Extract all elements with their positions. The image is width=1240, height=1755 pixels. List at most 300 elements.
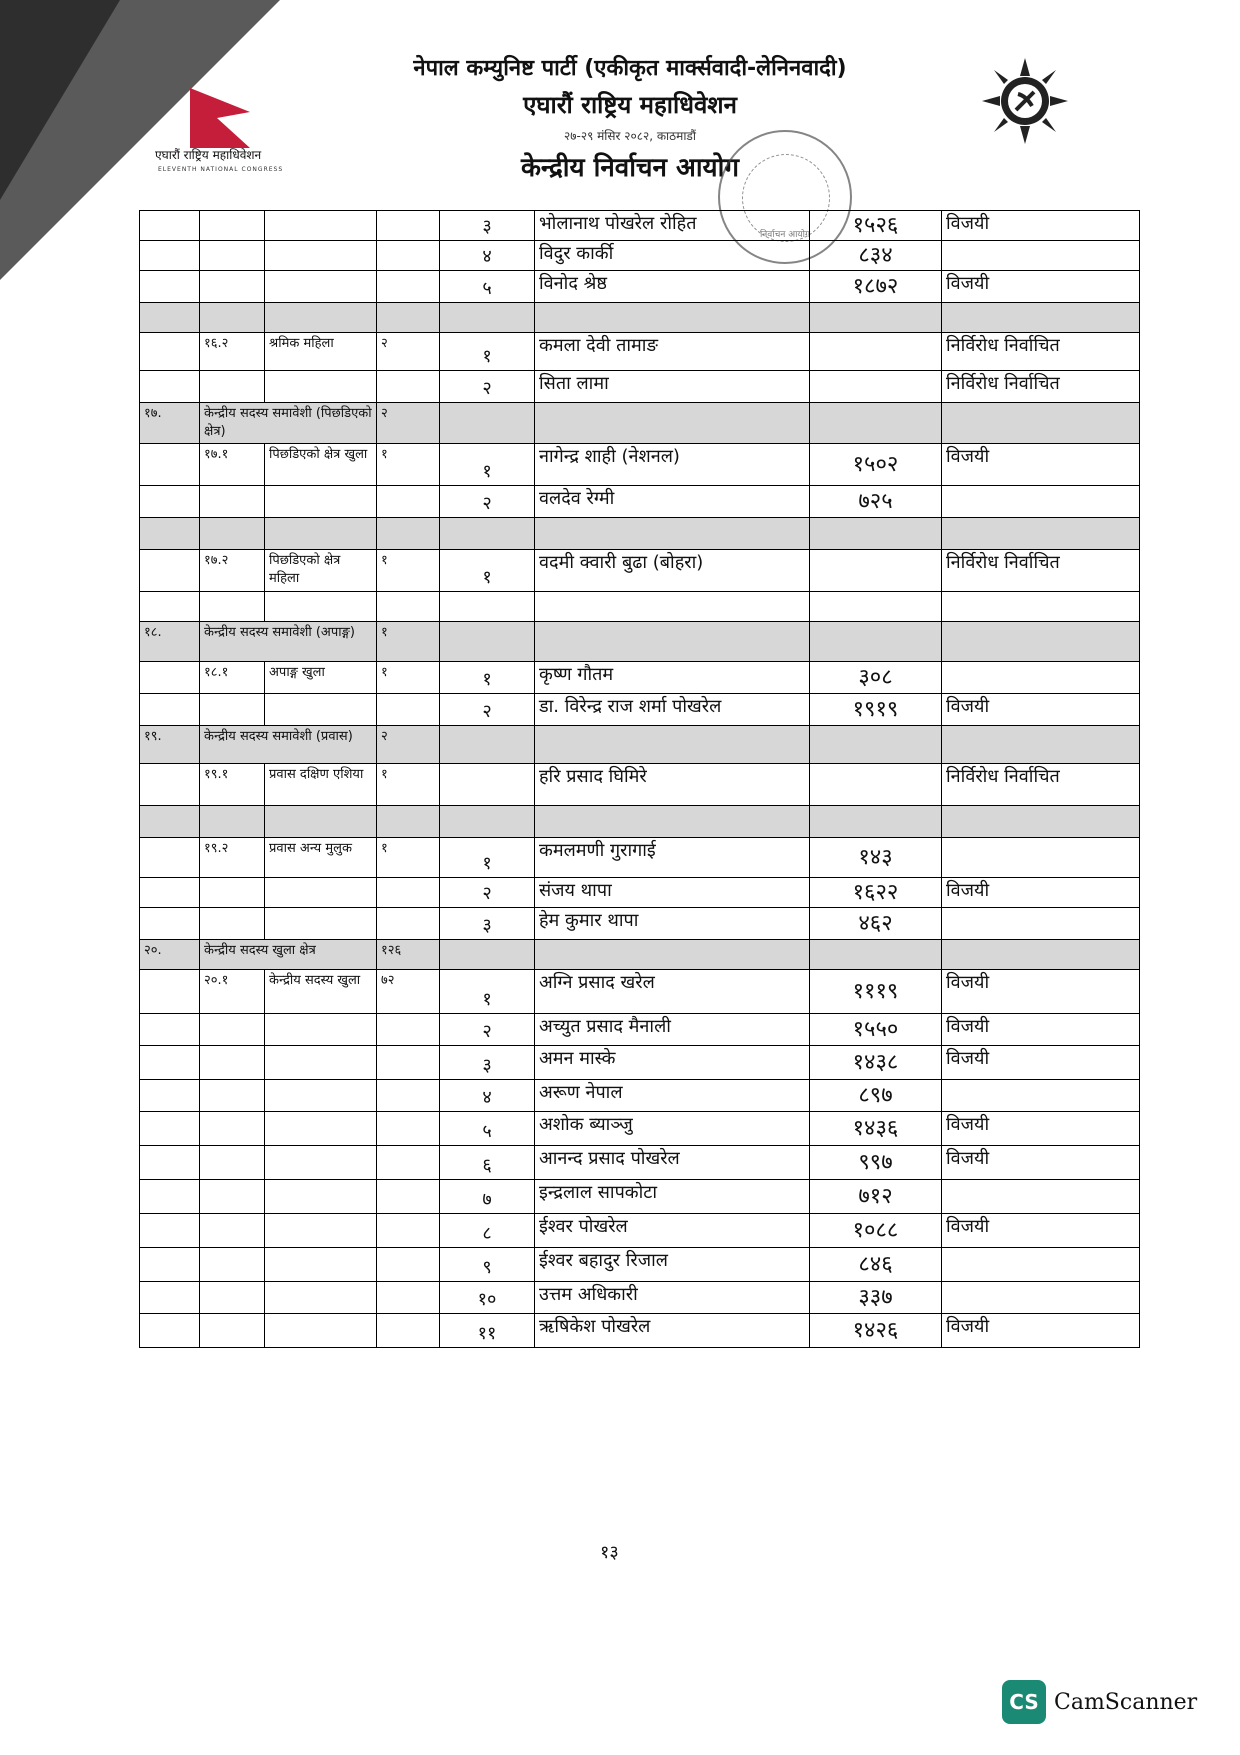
cell-section-number [140,908,200,940]
cell-vote-count: ९९७ [810,1146,942,1180]
cell-candidate-name: अरूण नेपाल [535,1080,810,1112]
cell-candidate-name [535,940,810,970]
cell-section-number [140,806,200,838]
cell-result: विजयी [942,694,1140,726]
cell-seat-count [377,1282,440,1314]
cell-section-number: १९. [140,726,200,764]
cell-vote-count: ८३४ [810,241,942,271]
cell-result [942,1080,1140,1112]
cell-subsection-title [265,878,377,908]
cell-seat-count: १२६ [377,940,440,970]
cell-vote-count [810,622,942,662]
cell-subsection-number [200,518,265,550]
cell-section-number [140,838,200,878]
cell-result [942,806,1140,838]
cell-result [942,303,1140,333]
cell-candidate-serial: १० [440,1282,535,1314]
cell-vote-count: ७१२ [810,1180,942,1214]
cell-section-number [140,1014,200,1046]
table-row [140,1282,1140,1314]
cell-candidate-name [535,518,810,550]
cell-subsection-number: १७.१ [200,444,265,486]
cell-seat-count [377,694,440,726]
cell-subsection-number [200,1282,265,1314]
cell-candidate-serial: १ [440,838,535,878]
cell-section-title: केन्द्रीय सदस्य समावेशी (प्रवास) [200,726,377,764]
cell-vote-count [810,592,942,622]
cell-section-number [140,241,200,271]
logo-subtext: ELEVENTH NATIONAL CONGRESS [158,166,284,173]
cell-subsection-title: अपाङ्ग खुला [265,662,377,694]
cell-candidate-serial [440,940,535,970]
cell-candidate-serial: १ [440,333,535,371]
cell-section-number [140,1046,200,1080]
cell-section-number [140,1314,200,1348]
cell-section-number [140,1146,200,1180]
table-row [140,241,1140,271]
cell-candidate-serial [440,764,535,806]
cell-subsection-number [200,241,265,271]
cell-candidate-name: नागेन्द्र शाही (नेशनल) [535,444,810,486]
cell-candidate-serial: ७ [440,1180,535,1214]
cell-vote-count [810,726,942,764]
table-row [140,622,1140,662]
cell-section-number [140,333,200,371]
cell-candidate-name [535,303,810,333]
cell-seat-count [377,1248,440,1282]
cell-result [942,662,1140,694]
cell-subsection-title: श्रमिक महिला [265,333,377,371]
table-row [140,764,1140,806]
cell-section-number [140,1080,200,1112]
cell-candidate-serial: १ [440,444,535,486]
cell-subsection-title: केन्द्रीय सदस्य खुला [265,970,377,1014]
table-row [140,371,1140,403]
cell-vote-count: ३०८ [810,662,942,694]
cell-section-title: केन्द्रीय सदस्य खुला क्षेत्र [200,940,377,970]
cell-subsection-number [200,1248,265,1282]
cell-candidate-serial: ६ [440,1146,535,1180]
cell-seat-count [377,241,440,271]
cell-result [942,838,1140,878]
cell-candidate-serial: ११ [440,1314,535,1348]
cell-vote-count: १५०२ [810,444,942,486]
cell-candidate-name: हेम कुमार थापा [535,908,810,940]
cell-candidate-name [535,592,810,622]
cell-vote-count: १४२६ [810,1314,942,1348]
cell-candidate-name [535,726,810,764]
table-row [140,486,1140,518]
cell-subsection-number [200,806,265,838]
cell-candidate-serial [440,806,535,838]
cell-seat-count [377,806,440,838]
cell-seat-count: ७२ [377,970,440,1014]
cell-section-number: १७. [140,403,200,444]
cell-subsection-title [265,486,377,518]
cell-subsection-number [200,908,265,940]
cell-candidate-name: कमलमणी गुरागाई [535,838,810,878]
cell-candidate-serial [440,403,535,444]
cell-vote-count [810,303,942,333]
cell-candidate-name: उत्तम अधिकारी [535,1282,810,1314]
cell-seat-count: १ [377,444,440,486]
cell-subsection-title [265,303,377,333]
election-results-table [139,210,1140,1348]
cell-subsection-title [265,518,377,550]
cell-subsection-title [265,1214,377,1248]
cell-subsection-number [200,878,265,908]
cell-seat-count: १ [377,838,440,878]
cell-seat-count [377,592,440,622]
party-name: नेपाल कम्युनिष्ट पार्टी (एकीकृत मार्क्सवादी-लेनिनवादी) [413,56,847,81]
cell-candidate-serial [440,518,535,550]
camscanner-watermark [1002,1680,1197,1724]
convention-title: एघारौं राष्ट्रिय महाधिवेशन [523,91,737,119]
cell-subsection-title: पिछडिएको क्षेत्र महिला [265,550,377,592]
scanner-corner-shadow-dark [0,0,120,200]
table-row [140,1046,1140,1080]
cell-section-title: केन्द्रीय सदस्य समावेशी (पिछडिएको क्षेत्र) [200,403,377,444]
cell-seat-count [377,1014,440,1046]
table-row [140,333,1140,371]
cell-subsection-number: १६.२ [200,333,265,371]
table-row [140,1146,1140,1180]
cell-candidate-serial [440,592,535,622]
cell-candidate-name: सिता लामा [535,371,810,403]
cell-result: विजयी [942,1112,1140,1146]
cell-section-number [140,271,200,303]
cell-candidate-serial: १ [440,550,535,592]
cell-vote-count: ३३७ [810,1282,942,1314]
cell-vote-count [810,806,942,838]
cell-candidate-name [535,622,810,662]
cell-section-number [140,1214,200,1248]
cell-result: निर्विरोध निर्वाचित [942,371,1140,403]
cell-candidate-name: भोलानाथ पोखरेल रोहित [535,211,810,241]
cell-seat-count [377,371,440,403]
table-row [140,1014,1140,1046]
cell-seat-count [377,1180,440,1214]
table-row [140,838,1140,878]
cell-result [942,940,1140,970]
cell-section-number [140,694,200,726]
cell-subsection-title [265,1282,377,1314]
cell-result: विजयी [942,1146,1140,1180]
cell-subsection-title [265,1014,377,1046]
cell-section-number [140,303,200,333]
cell-result: विजयी [942,1214,1140,1248]
table-row [140,940,1140,970]
cell-candidate-name: ईश्वर बहादुर रिजाल [535,1248,810,1282]
cell-candidate-name: संजय थापा [535,878,810,908]
table-row [140,878,1140,908]
cell-result [942,403,1140,444]
logo-text: एघारौं राष्ट्रिय महाधिवेशन [155,148,262,162]
table-row [140,908,1140,940]
cell-seat-count [377,1080,440,1112]
cell-section-number [140,970,200,1014]
cell-subsection-title [265,592,377,622]
cell-candidate-name: हरि प्रसाद घिमिरे [535,764,810,806]
cell-section-number [140,211,200,241]
cell-candidate-name: इन्द्रलाल सापकोटा [535,1180,810,1214]
cell-vote-count: १४३८ [810,1046,942,1080]
table-row [140,211,1140,241]
cell-subsection-number [200,1214,265,1248]
table-row [140,1214,1140,1248]
cell-candidate-serial: ५ [440,1112,535,1146]
table-row [140,1080,1140,1112]
cell-candidate-name: डा. विरेन्द्र राज शर्मा पोखरेल [535,694,810,726]
cell-vote-count: १५५० [810,1014,942,1046]
table-row [140,662,1140,694]
cell-subsection-title [265,1248,377,1282]
cell-seat-count [377,908,440,940]
cell-vote-count [810,550,942,592]
cell-subsection-title [265,908,377,940]
cell-candidate-name [535,806,810,838]
cell-candidate-name: वदमी क्वारी बुढा (बोहरा) [535,550,810,592]
cell-candidate-serial: ५ [440,271,535,303]
cell-subsection-title [265,371,377,403]
cell-seat-count [377,518,440,550]
cell-seat-count [377,1314,440,1348]
cell-section-number [140,518,200,550]
cell-candidate-name: अच्युत प्रसाद मैनाली [535,1014,810,1046]
cell-candidate-name: कृष्ण गौतम [535,662,810,694]
cell-section-number [140,444,200,486]
table-body [140,211,1140,1348]
cell-candidate-name: अमन मास्के [535,1046,810,1080]
cell-candidate-name: विनोद श्रेष्ठ [535,271,810,303]
page-number: १३ [600,1542,619,1563]
cell-candidate-serial: ३ [440,1046,535,1080]
cell-section-number [140,371,200,403]
cell-candidate-name: आनन्द प्रसाद पोखरेल [535,1146,810,1180]
table-row [140,592,1140,622]
cell-subsection-title [265,241,377,271]
cell-vote-count [810,371,942,403]
table-row [140,726,1140,764]
cell-candidate-name: अग्नि प्रसाद खरेल [535,970,810,1014]
cell-vote-count: १४३ [810,838,942,878]
table-row [140,518,1140,550]
cell-subsection-number: १९.१ [200,764,265,806]
cell-candidate-serial: ३ [440,908,535,940]
cell-result [942,241,1140,271]
cell-candidate-serial: १ [440,662,535,694]
table-row [140,970,1140,1014]
cell-subsection-title: पिछडिएको क्षेत्र खुला [265,444,377,486]
cell-candidate-serial: १ [440,970,535,1014]
cell-vote-count: १४३६ [810,1112,942,1146]
cell-subsection-number: १७.२ [200,550,265,592]
table-row [140,550,1140,592]
cell-vote-count [810,764,942,806]
cell-candidate-serial: २ [440,878,535,908]
table-row [140,1180,1140,1214]
cell-vote-count: १११९ [810,970,942,1014]
table-row [140,1314,1140,1348]
cell-candidate-name [535,403,810,444]
cell-candidate-name: अशोक ब्याञ्जु [535,1112,810,1146]
cell-subsection-number: १८.१ [200,662,265,694]
cell-candidate-serial: ८ [440,1214,535,1248]
cell-subsection-title [265,271,377,303]
cell-subsection-title [265,1146,377,1180]
cell-subsection-number: २०.१ [200,970,265,1014]
table-row [140,271,1140,303]
cell-seat-count: २ [377,403,440,444]
cell-result: विजयी [942,444,1140,486]
cell-subsection-number: १९.२ [200,838,265,878]
cell-result: विजयी [942,1046,1140,1080]
cell-candidate-serial: २ [440,694,535,726]
cell-subsection-title: प्रवास अन्य मुलुक [265,838,377,878]
cell-result: विजयी [942,878,1140,908]
cell-subsection-title [265,1080,377,1112]
cell-section-number [140,1180,200,1214]
cell-vote-count: १०८८ [810,1214,942,1248]
party-sun-emblem-icon [980,56,1070,146]
cell-candidate-serial: ९ [440,1248,535,1282]
cell-result: निर्विरोध निर्वाचित [942,550,1140,592]
cell-section-number [140,878,200,908]
cell-seat-count [377,303,440,333]
cell-seat-count [377,1112,440,1146]
cell-candidate-serial: ४ [440,241,535,271]
cell-result: विजयी [942,1014,1140,1046]
cell-seat-count [377,1214,440,1248]
cell-candidate-name: कमला देवी तामाङ [535,333,810,371]
cell-vote-count [810,940,942,970]
cell-vote-count: ८४६ [810,1248,942,1282]
cell-seat-count: १ [377,550,440,592]
table-row [140,1112,1140,1146]
cell-subsection-title [265,806,377,838]
cell-subsection-number [200,592,265,622]
cell-result [942,518,1140,550]
cell-subsection-number [200,1080,265,1112]
cell-subsection-number [200,271,265,303]
cell-subsection-number [200,1014,265,1046]
cell-section-number: १८. [140,622,200,662]
cell-section-number [140,764,200,806]
cell-subsection-number [200,486,265,518]
cell-vote-count: ७२५ [810,486,942,518]
cell-subsection-number [200,1180,265,1214]
cell-section-number [140,1248,200,1282]
cell-result [942,622,1140,662]
cell-result [942,908,1140,940]
cell-subsection-number [200,371,265,403]
cell-candidate-name: ईश्वर पोखरेल [535,1214,810,1248]
cell-candidate-serial: २ [440,1014,535,1046]
cell-subsection-number [200,694,265,726]
table-row [140,403,1140,444]
cell-subsection-number [200,1112,265,1146]
cell-section-title: केन्द्रीय सदस्य समावेशी (अपाङ्ग) [200,622,377,662]
cell-candidate-name: विदुर कार्की [535,241,810,271]
table-row [140,694,1140,726]
cell-vote-count: ८९७ [810,1080,942,1112]
stamp-text: निर्वाचन आयोग [759,230,811,240]
cell-subsection-title [265,1112,377,1146]
cell-subsection-number [200,303,265,333]
camscanner-logo-icon: CS [1002,1680,1046,1724]
table-row [140,1248,1140,1282]
cell-result [942,1282,1140,1314]
cell-subsection-title [265,694,377,726]
cell-seat-count: १ [377,764,440,806]
cell-section-number [140,1282,200,1314]
cell-seat-count [377,1046,440,1080]
cell-vote-count: १५२६ [810,211,942,241]
cell-candidate-serial [440,303,535,333]
cell-subsection-title [265,1046,377,1080]
cell-result [942,486,1140,518]
cell-subsection-title: प्रवास दक्षिण एशिया [265,764,377,806]
cell-vote-count: १८७२ [810,271,942,303]
cell-result [942,1248,1140,1282]
cell-subsection-number [200,211,265,241]
cell-section-number [140,1112,200,1146]
nepal-flag-icon [190,88,250,148]
cell-vote-count [810,518,942,550]
congress-logo [150,88,350,178]
cell-candidate-serial: ४ [440,1080,535,1112]
cell-subsection-title [265,1314,377,1348]
convention-dates: २७-२९ मंसिर २०८२, काठमाडौं [564,129,696,143]
cell-section-number [140,592,200,622]
cell-candidate-serial: ३ [440,211,535,241]
cell-result [942,726,1140,764]
cell-result [942,1180,1140,1214]
cell-section-number: २०. [140,940,200,970]
cell-vote-count: १६२२ [810,878,942,908]
cell-candidate-name: ऋषिकेश पोखरेल [535,1314,810,1348]
cell-section-number [140,550,200,592]
cell-vote-count [810,403,942,444]
cell-seat-count: २ [377,333,440,371]
cell-subsection-number [200,1314,265,1348]
cell-subsection-title [265,1180,377,1214]
commission-title: केन्द्रीय निर्वाचन आयोग [520,153,740,183]
cell-result: विजयी [942,970,1140,1014]
cell-result: विजयी [942,211,1140,241]
cell-result [942,592,1140,622]
cell-seat-count [377,486,440,518]
cell-candidate-serial: २ [440,486,535,518]
cell-subsection-title [265,211,377,241]
cell-result: विजयी [942,1314,1140,1348]
cell-section-number [140,486,200,518]
cell-candidate-serial: २ [440,371,535,403]
cell-seat-count: २ [377,726,440,764]
table-row [140,444,1140,486]
cell-subsection-number [200,1046,265,1080]
cell-subsection-number [200,1146,265,1180]
cell-vote-count [810,333,942,371]
cell-candidate-name: वलदेव रेग्मी [535,486,810,518]
table-row [140,303,1140,333]
cell-section-number [140,662,200,694]
cell-vote-count: १९१९ [810,694,942,726]
cell-result: विजयी [942,271,1140,303]
camscanner-name: CamScanner [1054,1689,1198,1715]
cell-seat-count [377,271,440,303]
cell-seat-count [377,211,440,241]
